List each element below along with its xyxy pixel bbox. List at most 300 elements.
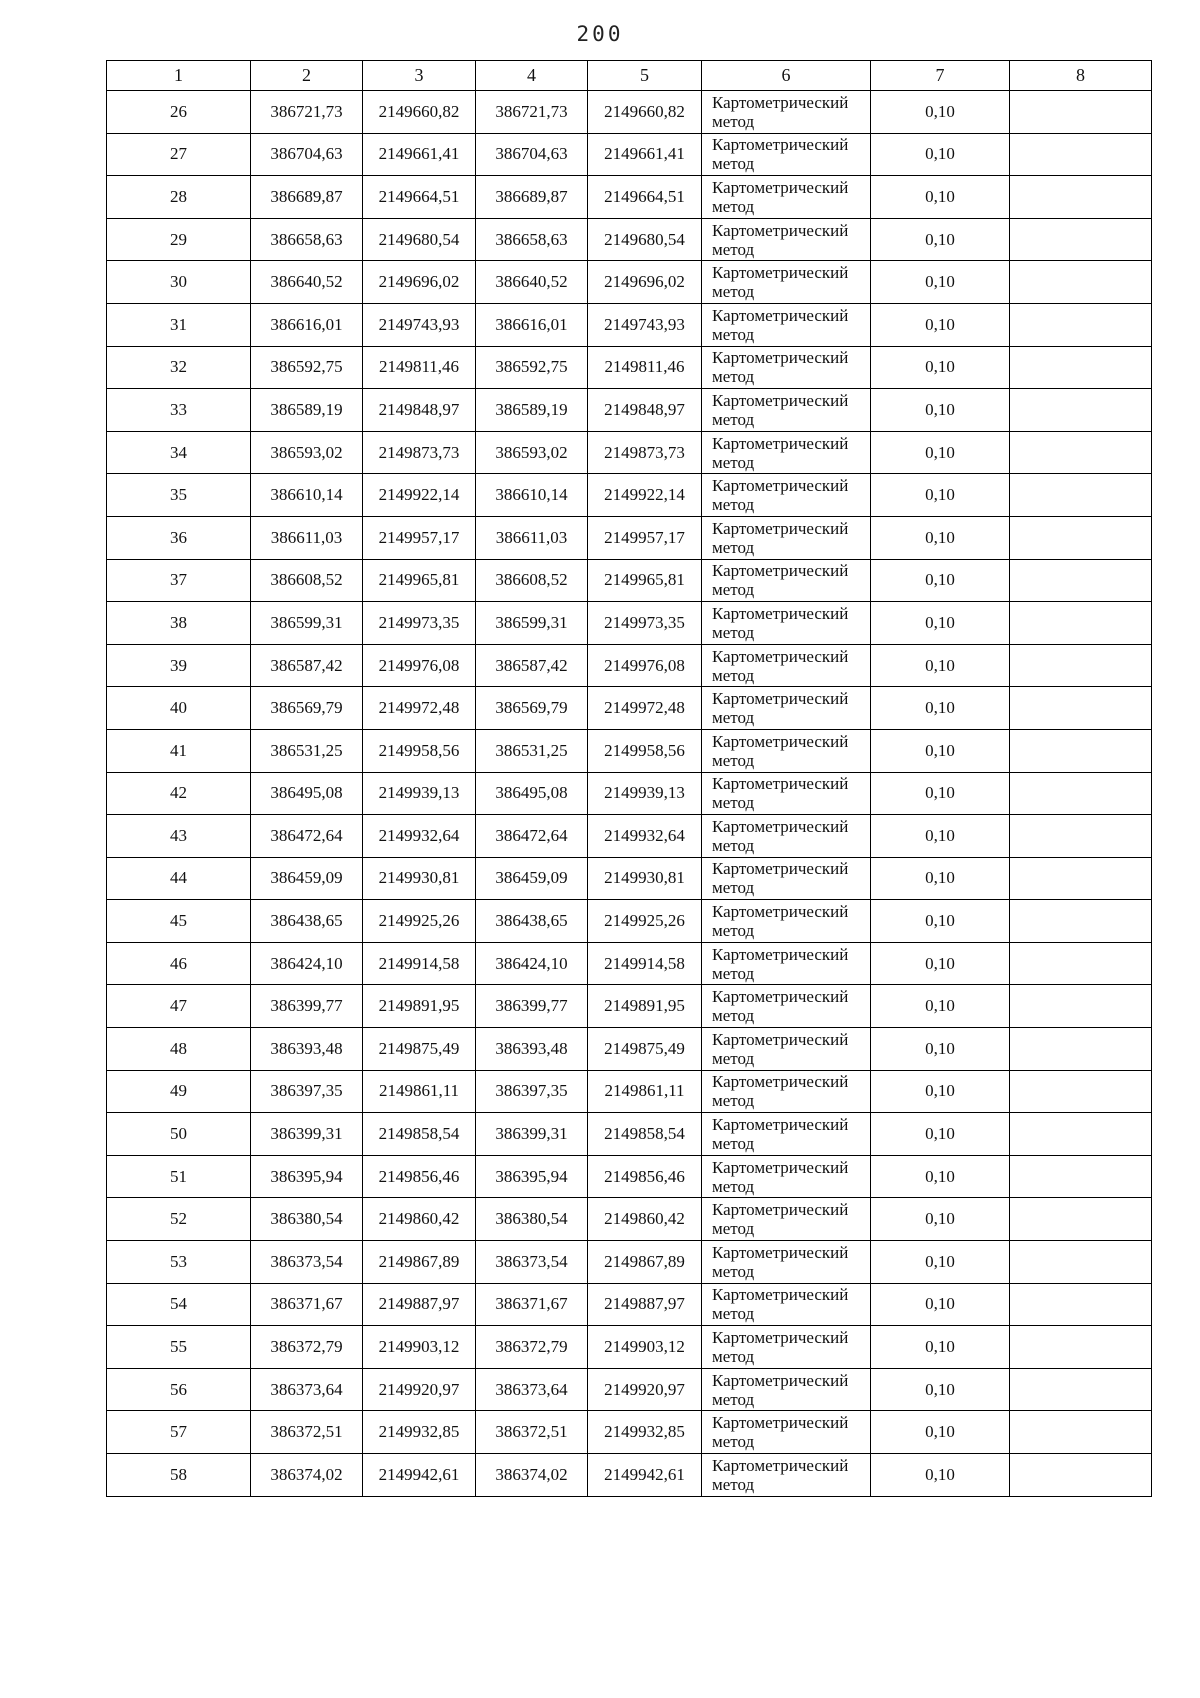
method-cell <box>702 1454 871 1497</box>
x-coordinate-cell: 386592,75 <box>251 346 363 389</box>
notes-cell <box>1010 1241 1152 1284</box>
method-text: Картометрический <box>712 263 849 283</box>
y-coordinate-cell: 2149932,85 <box>363 1411 476 1454</box>
x-coordinate-cell: 386472,64 <box>251 815 363 858</box>
y-coordinate-cell: 2149848,97 <box>588 389 702 432</box>
column-header: 5 <box>588 61 702 91</box>
table-row <box>107 346 1152 389</box>
method-cell <box>702 559 871 602</box>
method-cell <box>702 815 871 858</box>
x-coordinate-cell: 386616,01 <box>251 303 363 346</box>
y-coordinate-cell: 2149891,95 <box>588 985 702 1028</box>
y-coordinate-cell: 2149860,42 <box>588 1198 702 1241</box>
method-cell <box>702 261 871 304</box>
precision-cell: 0,10 <box>871 1198 1010 1241</box>
method-cell <box>702 516 871 559</box>
y-coordinate-cell: 2149861,11 <box>363 1070 476 1113</box>
table-row <box>107 644 1152 687</box>
table-row <box>107 1155 1152 1198</box>
y-coordinate-cell: 2149873,73 <box>363 431 476 474</box>
x-coordinate-cell: 386372,79 <box>251 1326 363 1369</box>
precision-cell: 0,10 <box>871 516 1010 559</box>
table-row <box>107 431 1152 474</box>
table-row <box>107 91 1152 134</box>
y-coordinate-cell: 2149875,49 <box>363 1028 476 1071</box>
point-number-cell: 47 <box>107 985 251 1028</box>
method-text: Картометрический <box>712 305 849 325</box>
y-coordinate-cell: 2149680,54 <box>588 218 702 261</box>
method-cell <box>702 729 871 772</box>
precision-cell: 0,10 <box>871 1411 1010 1454</box>
method-text: Картометрический <box>712 92 849 112</box>
notes-cell <box>1010 1198 1152 1241</box>
notes-cell <box>1010 91 1152 134</box>
method-text: Картометрический <box>712 646 849 666</box>
table-row <box>107 985 1152 1028</box>
point-number-cell: 38 <box>107 602 251 645</box>
precision-cell: 0,10 <box>871 729 1010 772</box>
point-number-cell: 48 <box>107 1028 251 1071</box>
y-coordinate-cell: 2149957,17 <box>588 516 702 559</box>
method-text: метод <box>712 665 755 685</box>
y-coordinate-cell: 2149867,89 <box>588 1241 702 1284</box>
point-number-cell: 28 <box>107 176 251 219</box>
precision-cell: 0,10 <box>871 985 1010 1028</box>
page-number: 200 <box>576 22 624 46</box>
notes-cell <box>1010 1411 1152 1454</box>
y-coordinate-cell: 2149957,17 <box>363 516 476 559</box>
point-number-cell: 39 <box>107 644 251 687</box>
notes-cell <box>1010 474 1152 517</box>
y-coordinate-cell: 2149856,46 <box>363 1155 476 1198</box>
y-coordinate-cell: 2149965,81 <box>363 559 476 602</box>
y-coordinate-cell: 2149856,46 <box>588 1155 702 1198</box>
y-coordinate-cell: 2149875,49 <box>588 1028 702 1071</box>
table-row <box>107 857 1152 900</box>
x-coordinate-cell: 386569,79 <box>251 687 363 730</box>
column-header: 8 <box>1010 61 1152 91</box>
point-number-cell: 46 <box>107 942 251 985</box>
point-number-cell: 36 <box>107 516 251 559</box>
y-coordinate-cell: 2149942,61 <box>588 1454 702 1497</box>
method-text: Картометрический <box>712 859 849 879</box>
method-cell <box>702 1368 871 1411</box>
notes-cell <box>1010 1454 1152 1497</box>
table-body <box>107 91 1152 1497</box>
method-text: метод <box>712 878 755 898</box>
table-header <box>107 61 1152 91</box>
point-number-cell: 42 <box>107 772 251 815</box>
method-text: Картометрический <box>712 476 849 496</box>
y-coordinate-cell: 2149925,26 <box>588 900 702 943</box>
point-number-cell: 43 <box>107 815 251 858</box>
y-coordinate-cell: 2149932,64 <box>363 815 476 858</box>
y-coordinate-cell: 2149891,95 <box>363 985 476 1028</box>
precision-cell: 0,10 <box>871 91 1010 134</box>
y-coordinate-cell: 2149660,82 <box>588 91 702 134</box>
notes-cell <box>1010 815 1152 858</box>
method-cell <box>702 1070 871 1113</box>
y-coordinate-cell: 2149743,93 <box>363 303 476 346</box>
method-text: Картометрический <box>712 731 849 751</box>
y-coordinate-cell: 2149973,35 <box>588 602 702 645</box>
method-text: метод <box>712 367 755 387</box>
x-coordinate-cell: 386587,42 <box>251 644 363 687</box>
method-text: метод <box>712 196 755 216</box>
y-coordinate-cell: 2149972,48 <box>588 687 702 730</box>
x-coordinate-cell: 386438,65 <box>476 900 588 943</box>
precision-cell: 0,10 <box>871 857 1010 900</box>
precision-cell: 0,10 <box>871 176 1010 219</box>
point-number-cell: 49 <box>107 1070 251 1113</box>
y-coordinate-cell: 2149920,97 <box>588 1368 702 1411</box>
method-text: метод <box>712 1474 755 1494</box>
y-coordinate-cell: 2149860,42 <box>363 1198 476 1241</box>
method-text: Картометрический <box>712 433 849 453</box>
method-cell <box>702 1241 871 1284</box>
x-coordinate-cell: 386459,09 <box>251 857 363 900</box>
notes-cell <box>1010 1113 1152 1156</box>
x-coordinate-cell: 386589,19 <box>476 389 588 432</box>
y-coordinate-cell: 2149973,35 <box>363 602 476 645</box>
point-number-cell: 56 <box>107 1368 251 1411</box>
y-coordinate-cell: 2149958,56 <box>588 729 702 772</box>
y-coordinate-cell: 2149942,61 <box>363 1454 476 1497</box>
method-text: Картометрический <box>712 220 849 240</box>
method-cell <box>702 303 871 346</box>
method-text: метод <box>712 1261 755 1281</box>
x-coordinate-cell: 386495,08 <box>251 772 363 815</box>
y-coordinate-cell: 2149965,81 <box>588 559 702 602</box>
x-coordinate-cell: 386380,54 <box>476 1198 588 1241</box>
method-cell <box>702 985 871 1028</box>
method-cell <box>702 644 871 687</box>
method-text: Картометрический <box>712 177 849 197</box>
method-text: метод <box>712 1389 755 1409</box>
point-number-cell: 41 <box>107 729 251 772</box>
table-row <box>107 687 1152 730</box>
y-coordinate-cell: 2149680,54 <box>363 218 476 261</box>
method-cell <box>702 218 871 261</box>
precision-cell: 0,10 <box>871 1155 1010 1198</box>
method-text: метод <box>712 1304 755 1324</box>
precision-cell: 0,10 <box>871 1028 1010 1071</box>
y-coordinate-cell: 2149930,81 <box>588 857 702 900</box>
table-row <box>107 1198 1152 1241</box>
notes-cell <box>1010 389 1152 432</box>
x-coordinate-cell: 386611,03 <box>476 516 588 559</box>
method-text: Картометрический <box>712 689 849 709</box>
x-coordinate-cell: 386397,35 <box>476 1070 588 1113</box>
point-number-cell: 57 <box>107 1411 251 1454</box>
method-cell <box>702 1198 871 1241</box>
table-row <box>107 1326 1152 1369</box>
x-coordinate-cell: 386704,63 <box>476 133 588 176</box>
table-row <box>107 176 1152 219</box>
x-coordinate-cell: 386459,09 <box>476 857 588 900</box>
precision-cell: 0,10 <box>871 389 1010 432</box>
x-coordinate-cell: 386610,14 <box>251 474 363 517</box>
point-number-cell: 33 <box>107 389 251 432</box>
method-text: Картометрический <box>712 1115 849 1135</box>
table-row <box>107 942 1152 985</box>
column-header: 6 <box>702 61 871 91</box>
table-row <box>107 602 1152 645</box>
method-cell <box>702 389 871 432</box>
table-row <box>107 474 1152 517</box>
precision-cell: 0,10 <box>871 644 1010 687</box>
method-cell <box>702 1028 871 1071</box>
method-text: Картометрический <box>712 1072 849 1092</box>
coordinates-table <box>106 60 1152 1497</box>
table-row <box>107 900 1152 943</box>
column-header: 7 <box>871 61 1010 91</box>
notes-cell <box>1010 176 1152 219</box>
x-coordinate-cell: 386704,63 <box>251 133 363 176</box>
table-row <box>107 729 1152 772</box>
point-number-cell: 52 <box>107 1198 251 1241</box>
x-coordinate-cell: 386395,94 <box>251 1155 363 1198</box>
precision-cell: 0,10 <box>871 474 1010 517</box>
x-coordinate-cell: 386587,42 <box>476 644 588 687</box>
table-row <box>107 1070 1152 1113</box>
x-coordinate-cell: 386399,77 <box>476 985 588 1028</box>
precision-cell: 0,10 <box>871 218 1010 261</box>
method-text: метод <box>712 324 755 344</box>
notes-cell <box>1010 985 1152 1028</box>
y-coordinate-cell: 2149914,58 <box>363 942 476 985</box>
x-coordinate-cell: 386371,67 <box>476 1283 588 1326</box>
table-row <box>107 1028 1152 1071</box>
table-row <box>107 772 1152 815</box>
method-text: Картометрический <box>712 1157 849 1177</box>
x-coordinate-cell: 386373,64 <box>476 1368 588 1411</box>
method-text: Картометрический <box>712 348 849 368</box>
x-coordinate-cell: 386371,67 <box>251 1283 363 1326</box>
notes-cell <box>1010 857 1152 900</box>
x-coordinate-cell: 386531,25 <box>251 729 363 772</box>
method-text: метод <box>712 282 755 302</box>
notes-cell <box>1010 1283 1152 1326</box>
x-coordinate-cell: 386689,87 <box>251 176 363 219</box>
point-number-cell: 45 <box>107 900 251 943</box>
table-row <box>107 133 1152 176</box>
column-header: 1 <box>107 61 251 91</box>
precision-cell: 0,10 <box>871 559 1010 602</box>
method-text: метод <box>712 111 755 131</box>
table-row <box>107 1454 1152 1497</box>
method-text: Картометрический <box>712 1029 849 1049</box>
method-text: метод <box>712 154 755 174</box>
notes-cell <box>1010 729 1152 772</box>
x-coordinate-cell: 386593,02 <box>251 431 363 474</box>
x-coordinate-cell: 386373,64 <box>251 1368 363 1411</box>
notes-cell <box>1010 1155 1152 1198</box>
x-coordinate-cell: 386424,10 <box>251 942 363 985</box>
notes-cell <box>1010 1326 1152 1369</box>
y-coordinate-cell: 2149976,08 <box>363 644 476 687</box>
method-cell <box>702 1283 871 1326</box>
method-text: Картометрический <box>712 390 849 410</box>
method-text: метод <box>712 1006 755 1026</box>
method-cell <box>702 431 871 474</box>
method-cell <box>702 1113 871 1156</box>
y-coordinate-cell: 2149887,97 <box>588 1283 702 1326</box>
point-number-cell: 29 <box>107 218 251 261</box>
x-coordinate-cell: 386373,54 <box>476 1241 588 1284</box>
notes-cell <box>1010 772 1152 815</box>
y-coordinate-cell: 2149932,64 <box>588 815 702 858</box>
y-coordinate-cell: 2149939,13 <box>363 772 476 815</box>
notes-cell <box>1010 900 1152 943</box>
point-number-cell: 44 <box>107 857 251 900</box>
y-coordinate-cell: 2149743,93 <box>588 303 702 346</box>
point-number-cell: 32 <box>107 346 251 389</box>
point-number-cell: 26 <box>107 91 251 134</box>
x-coordinate-cell: 386608,52 <box>251 559 363 602</box>
y-coordinate-cell: 2149922,14 <box>363 474 476 517</box>
method-text: Картометрический <box>712 774 849 794</box>
point-number-cell: 31 <box>107 303 251 346</box>
header-row <box>107 61 1152 91</box>
method-text: метод <box>712 1176 755 1196</box>
y-coordinate-cell: 2149811,46 <box>363 346 476 389</box>
y-coordinate-cell: 2149873,73 <box>588 431 702 474</box>
x-coordinate-cell: 386424,10 <box>476 942 588 985</box>
x-coordinate-cell: 386610,14 <box>476 474 588 517</box>
x-coordinate-cell: 386399,31 <box>251 1113 363 1156</box>
x-coordinate-cell: 386374,02 <box>251 1454 363 1497</box>
x-coordinate-cell: 386372,79 <box>476 1326 588 1369</box>
x-coordinate-cell: 386608,52 <box>476 559 588 602</box>
y-coordinate-cell: 2149848,97 <box>363 389 476 432</box>
method-cell <box>702 1326 871 1369</box>
notes-cell <box>1010 346 1152 389</box>
point-number-cell: 53 <box>107 1241 251 1284</box>
x-coordinate-cell: 386472,64 <box>476 815 588 858</box>
x-coordinate-cell: 386531,25 <box>476 729 588 772</box>
y-coordinate-cell: 2149660,82 <box>363 91 476 134</box>
y-coordinate-cell: 2149887,97 <box>363 1283 476 1326</box>
method-cell <box>702 1411 871 1454</box>
precision-cell: 0,10 <box>871 1326 1010 1369</box>
x-coordinate-cell: 386372,51 <box>476 1411 588 1454</box>
x-coordinate-cell: 386372,51 <box>251 1411 363 1454</box>
method-text: Картометрический <box>712 1285 849 1305</box>
y-coordinate-cell: 2149696,02 <box>588 261 702 304</box>
y-coordinate-cell: 2149920,97 <box>363 1368 476 1411</box>
method-cell <box>702 1155 871 1198</box>
method-cell <box>702 133 871 176</box>
x-coordinate-cell: 386640,52 <box>476 261 588 304</box>
precision-cell: 0,10 <box>871 602 1010 645</box>
method-cell <box>702 942 871 985</box>
method-cell <box>702 857 871 900</box>
notes-cell <box>1010 942 1152 985</box>
precision-cell: 0,10 <box>871 1070 1010 1113</box>
table-row <box>107 261 1152 304</box>
y-coordinate-cell: 2149867,89 <box>363 1241 476 1284</box>
x-coordinate-cell: 386640,52 <box>251 261 363 304</box>
table-row <box>107 1283 1152 1326</box>
method-cell <box>702 474 871 517</box>
x-coordinate-cell: 386393,48 <box>251 1028 363 1071</box>
x-coordinate-cell: 386589,19 <box>251 389 363 432</box>
x-coordinate-cell: 386395,94 <box>476 1155 588 1198</box>
method-cell <box>702 687 871 730</box>
point-number-cell: 35 <box>107 474 251 517</box>
y-coordinate-cell: 2149903,12 <box>363 1326 476 1369</box>
notes-cell <box>1010 261 1152 304</box>
method-cell <box>702 91 871 134</box>
point-number-cell: 51 <box>107 1155 251 1198</box>
method-text: метод <box>712 622 755 642</box>
method-text: метод <box>712 708 755 728</box>
notes-cell <box>1010 218 1152 261</box>
method-text: метод <box>712 793 755 813</box>
point-number-cell: 27 <box>107 133 251 176</box>
method-text: Картометрический <box>712 902 849 922</box>
y-coordinate-cell: 2149925,26 <box>363 900 476 943</box>
notes-cell <box>1010 602 1152 645</box>
y-coordinate-cell: 2149939,13 <box>588 772 702 815</box>
x-coordinate-cell: 386721,73 <box>251 91 363 134</box>
method-text: метод <box>712 409 755 429</box>
x-coordinate-cell: 386438,65 <box>251 900 363 943</box>
table-row <box>107 1113 1152 1156</box>
method-text: Картометрический <box>712 944 849 964</box>
x-coordinate-cell: 386393,48 <box>476 1028 588 1071</box>
method-text: метод <box>712 921 755 941</box>
x-coordinate-cell: 386599,31 <box>476 602 588 645</box>
method-text: Картометрический <box>712 603 849 623</box>
y-coordinate-cell: 2149858,54 <box>363 1113 476 1156</box>
y-coordinate-cell: 2149932,85 <box>588 1411 702 1454</box>
precision-cell: 0,10 <box>871 1113 1010 1156</box>
y-coordinate-cell: 2149958,56 <box>363 729 476 772</box>
point-number-cell: 37 <box>107 559 251 602</box>
x-coordinate-cell: 386380,54 <box>251 1198 363 1241</box>
y-coordinate-cell: 2149922,14 <box>588 474 702 517</box>
x-coordinate-cell: 386569,79 <box>476 687 588 730</box>
table-row <box>107 559 1152 602</box>
x-coordinate-cell: 386611,03 <box>251 516 363 559</box>
precision-cell: 0,10 <box>871 133 1010 176</box>
y-coordinate-cell: 2149661,41 <box>588 133 702 176</box>
precision-cell: 0,10 <box>871 1241 1010 1284</box>
table-row <box>107 218 1152 261</box>
method-cell <box>702 900 871 943</box>
method-text: метод <box>712 580 755 600</box>
notes-cell <box>1010 516 1152 559</box>
x-coordinate-cell: 386397,35 <box>251 1070 363 1113</box>
x-coordinate-cell: 386592,75 <box>476 346 588 389</box>
precision-cell: 0,10 <box>871 900 1010 943</box>
precision-cell: 0,10 <box>871 261 1010 304</box>
precision-cell: 0,10 <box>871 1368 1010 1411</box>
notes-cell <box>1010 644 1152 687</box>
x-coordinate-cell: 386616,01 <box>476 303 588 346</box>
x-coordinate-cell: 386399,31 <box>476 1113 588 1156</box>
x-coordinate-cell: 386721,73 <box>476 91 588 134</box>
notes-cell <box>1010 1028 1152 1071</box>
method-text: метод <box>712 1347 755 1367</box>
method-text: Картометрический <box>712 1413 849 1433</box>
x-coordinate-cell: 386399,77 <box>251 985 363 1028</box>
method-text: метод <box>712 452 755 472</box>
x-coordinate-cell: 386599,31 <box>251 602 363 645</box>
method-text: Картометрический <box>712 518 849 538</box>
